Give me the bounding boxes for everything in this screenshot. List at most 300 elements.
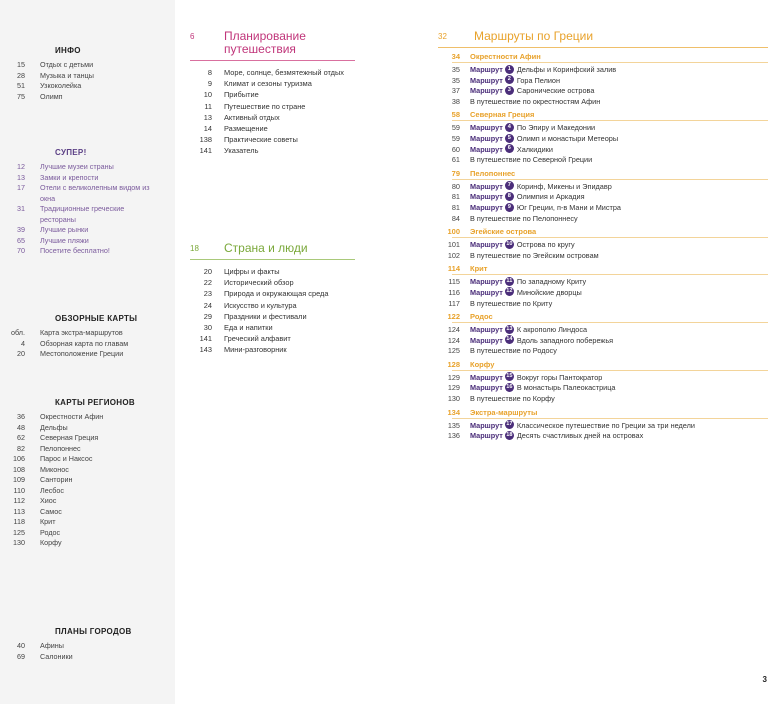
sidebar-item-label: Самос	[40, 506, 62, 516]
route-entry-page: 124	[447, 325, 460, 335]
route-entry-page: 80	[451, 181, 460, 191]
route-section-header[interactable]	[438, 360, 768, 370]
route-number-badge: 6	[505, 144, 514, 153]
route-entry-label: В путешествие по Эгейским островам	[470, 250, 599, 260]
sidebar-item-label: Местоположение Греции	[40, 349, 124, 358]
route-entry[interactable]	[438, 65, 768, 76]
country-list	[190, 266, 355, 356]
route-number-badge: 10	[506, 240, 513, 247]
route-entry[interactable]	[438, 97, 768, 108]
route-entry-page: 115	[448, 277, 460, 287]
toc-entry[interactable]	[190, 266, 355, 277]
route-entry-page: 129	[447, 372, 460, 382]
routes-page: 32	[438, 32, 447, 41]
sidebar-item-label: Лесбос	[40, 485, 65, 495]
route-entry[interactable]	[438, 134, 768, 145]
toc-entry-page: 138	[199, 135, 212, 145]
route-section-page: 114	[447, 264, 460, 274]
route-entry[interactable]	[438, 182, 768, 193]
sidebar-item-label: Лучшие музеи страны	[40, 162, 114, 171]
routes-list	[438, 52, 768, 442]
sidebar-cities	[0, 625, 175, 662]
route-entry-page: 37	[451, 86, 460, 96]
toc-entry-label: Мини-разговорник	[224, 345, 287, 355]
route-section-rule	[452, 237, 768, 238]
route-entry-page: 116	[448, 287, 460, 297]
sidebar-item-label: Традиционные греческие рестораны	[40, 204, 125, 224]
route-section-header[interactable]	[438, 52, 768, 62]
route-entry-content	[470, 288, 582, 299]
sidebar-item[interactable]	[0, 423, 175, 434]
sidebar	[0, 0, 175, 704]
sidebar-item-page: 36	[17, 412, 25, 421]
sidebar-item-page: 125	[13, 527, 25, 537]
planning-page: 6	[190, 32, 195, 41]
sidebar-super-list	[0, 162, 175, 257]
route-label: Маршрут	[470, 420, 503, 430]
sidebar-info-list	[0, 60, 175, 102]
sidebar-item-label: Родос	[40, 527, 61, 537]
sidebar-item-page: 13	[17, 172, 25, 182]
route-entry-label: В монастырь Палеокастрица	[516, 383, 616, 393]
route-label: Маршрут	[470, 240, 503, 250]
sidebar-item[interactable]	[0, 444, 175, 455]
toc-entry-label: Море, солнце, безмятежный отдых	[224, 68, 344, 77]
toc-entry-page: 22	[203, 278, 212, 288]
route-entry-page: 136	[447, 431, 460, 441]
planning-section	[190, 30, 355, 157]
sidebar-item[interactable]	[0, 433, 175, 444]
route-number-badge: 14	[506, 336, 513, 343]
sidebar-item-page: 82	[17, 443, 25, 453]
route-section-rule	[452, 179, 768, 180]
toc-entry-label: Греческий алфавит	[224, 334, 291, 344]
route-label: Маршрут	[470, 335, 503, 345]
sidebar-item-label: Обзорная карта по главам	[40, 338, 129, 348]
route-entry-content	[470, 134, 618, 145]
sidebar-item[interactable]	[0, 236, 175, 247]
sidebar-item[interactable]	[0, 339, 175, 350]
route-entry[interactable]	[438, 325, 768, 336]
sidebar-item-page: 69	[17, 651, 25, 661]
sidebar-item-page: обл.	[11, 328, 25, 337]
toc-entry-label: Активный отдых	[224, 112, 280, 122]
routes-section	[438, 30, 768, 442]
route-entry[interactable]	[438, 86, 768, 97]
sidebar-item[interactable]	[0, 71, 175, 82]
route-entry-page: 59	[451, 133, 460, 143]
sidebar-item-label: Узкоколейка	[40, 81, 82, 90]
route-section-header[interactable]	[438, 264, 768, 274]
toc-entry[interactable]	[190, 277, 355, 288]
sidebar-item-label: Лучшие пляжи	[40, 235, 89, 245]
route-label: Маршрут	[470, 144, 503, 154]
sidebar-item-page: 12	[17, 162, 25, 171]
country-rule	[190, 259, 355, 260]
route-entry[interactable]	[438, 373, 768, 384]
sidebar-item-label: Музыка и танцы	[40, 70, 94, 80]
route-entry-page: 130	[447, 394, 460, 404]
sidebar-item-page: 4	[21, 338, 25, 348]
toc-entry[interactable]	[190, 344, 355, 355]
route-section-title: Экстра-маршруты	[470, 407, 538, 417]
sidebar-item-label: Олимп	[40, 91, 63, 101]
sidebar-item-label: Пелопоннес	[40, 443, 81, 453]
route-entry-page: 117	[448, 298, 460, 308]
route-entry[interactable]	[438, 288, 768, 299]
route-entry-page: 81	[451, 192, 460, 202]
route-entry-content	[470, 155, 592, 166]
sidebar-item-page: 130	[13, 538, 25, 547]
route-section-title: Корфу	[470, 359, 495, 369]
route-section-header[interactable]	[438, 169, 768, 179]
sidebar-regions	[0, 396, 175, 549]
sidebar-item-label: Отдых с детьми	[40, 60, 94, 69]
route-label: Маршрут	[470, 65, 503, 74]
route-entry[interactable]	[438, 394, 768, 405]
route-section-title: Родос	[470, 312, 493, 322]
route-entry-label: Вдоль западного побережья	[516, 335, 614, 345]
route-label: Маршрут	[470, 277, 503, 287]
route-entry-content	[470, 240, 575, 251]
sidebar-item-page: 62	[17, 433, 25, 442]
sidebar-item[interactable]	[0, 246, 175, 257]
route-section-title: Окрестности Афин	[470, 52, 541, 61]
sidebar-item[interactable]	[0, 517, 175, 528]
route-number-badge: 1	[505, 65, 514, 74]
route-number-badge: 16	[506, 384, 513, 391]
sidebar-item[interactable]	[0, 225, 175, 236]
sidebar-item-label: Окрестности Афин	[40, 412, 104, 421]
toc-entry-page: 29	[203, 311, 212, 321]
toc-entry-page: 11	[204, 101, 212, 111]
planning-header	[190, 30, 355, 56]
route-entry-page: 60	[451, 144, 460, 154]
route-entry-content	[470, 383, 616, 394]
sidebar-item-page: 75	[17, 91, 25, 101]
route-entry-label: Олимпия и Аркадия	[516, 192, 585, 202]
route-entry[interactable]	[438, 383, 768, 394]
route-number-badge: 8	[505, 192, 514, 201]
route-section-page: 34	[451, 52, 460, 61]
route-label: Маршрут	[470, 181, 503, 191]
sidebar-item[interactable]	[0, 496, 175, 507]
sidebar-item-page: 106	[13, 454, 25, 463]
route-section-rule	[452, 274, 768, 275]
route-entry-label: Коринф, Микены и Эпидавр	[516, 181, 612, 191]
route-entry-page: 35	[451, 65, 460, 74]
route-entry-label: В путешествие по Криту	[470, 298, 553, 308]
toc-entry[interactable]	[190, 300, 355, 311]
route-entry-label: К акрополю Линдоса	[516, 325, 588, 335]
route-entry-label: Вокруг горы Пантократор	[516, 372, 603, 382]
route-label: Маршрут	[470, 202, 503, 212]
route-entry-page: 61	[451, 155, 460, 165]
route-entry[interactable]	[438, 123, 768, 134]
route-section-page: 134	[447, 407, 460, 417]
route-entry-page: 81	[451, 202, 460, 212]
route-entry[interactable]	[438, 431, 768, 442]
sidebar-item-page: 40	[17, 641, 25, 650]
sidebar-overview-title: ОБЗОРНЫЕ КАРТЫ	[55, 314, 138, 323]
sidebar-item-page: 110	[13, 485, 25, 495]
sidebar-item[interactable]	[0, 486, 175, 497]
toc-entry[interactable]	[190, 311, 355, 322]
sidebar-item[interactable]	[0, 92, 175, 103]
route-entry-label: Саронические острова	[516, 86, 595, 96]
route-entry-label: Минойские дворцы	[516, 287, 582, 297]
route-entry[interactable]	[438, 192, 768, 203]
route-entry[interactable]	[438, 251, 768, 262]
route-entry[interactable]	[438, 336, 768, 347]
toc-entry-page: 143	[199, 345, 212, 355]
route-section-title: Пелопоннес	[470, 168, 516, 178]
route-number-badge: 18	[506, 431, 513, 438]
sidebar-item[interactable]	[0, 162, 175, 173]
route-entry-content	[470, 86, 594, 97]
sidebar-regions-title: КАРТЫ РЕГИОНОВ	[55, 398, 135, 407]
toc-entry-page: 9	[207, 79, 212, 89]
sidebar-item[interactable]	[0, 412, 175, 423]
route-section-page: 79	[451, 168, 460, 178]
sidebar-info	[0, 44, 175, 102]
route-number-badge: 7	[505, 181, 514, 190]
sidebar-item[interactable]	[0, 349, 175, 360]
page-number: 3	[762, 675, 767, 684]
sidebar-item-label: Замки и крепости	[40, 172, 99, 182]
sidebar-item-page: 39	[17, 225, 25, 234]
route-entry-label: Халкидики	[516, 144, 553, 154]
sidebar-item-page: 112	[13, 496, 25, 505]
sidebar-item-label: Посетите бесплатно!	[40, 246, 110, 255]
sidebar-item-label: Карта экстра-маршрутов	[40, 328, 123, 337]
route-label: Маршрут	[470, 192, 503, 202]
sidebar-item[interactable]	[0, 204, 175, 225]
toc-entry-page: 23	[203, 289, 212, 299]
sidebar-item-page: 109	[13, 475, 25, 484]
sidebar-item-label: Корфу	[40, 538, 62, 547]
route-entry-label: Классическое путешествие по Греции за три недели	[516, 420, 695, 430]
toc-entry-label: Цифры и факты	[224, 267, 280, 276]
sidebar-item[interactable]	[0, 475, 175, 486]
route-label: Маршрут	[470, 383, 503, 393]
country-header	[190, 242, 355, 255]
route-entry-content	[470, 251, 599, 262]
route-entry-content	[470, 277, 586, 288]
route-entry-label: В путешествие по Корфу	[470, 394, 555, 404]
route-section-header[interactable]	[438, 408, 768, 418]
route-number-badge: 11	[506, 277, 513, 284]
country-title[interactable]: Страна и люди	[224, 241, 308, 255]
route-number-badge: 9	[505, 203, 514, 212]
route-number-badge: 12	[506, 288, 513, 295]
route-entry[interactable]	[438, 277, 768, 288]
route-entry-label: Олимп и монастыри Метеоры	[516, 133, 619, 143]
route-entry-content	[470, 97, 600, 108]
route-entry[interactable]	[438, 214, 768, 225]
sidebar-overview	[0, 312, 175, 360]
route-entry-content	[470, 394, 555, 405]
sidebar-item[interactable]	[0, 641, 175, 652]
planning-title-line2: путешествия	[224, 42, 296, 56]
toc-entry-label: Климат и сезоны туризма	[224, 79, 312, 89]
toc-entry-page: 20	[203, 267, 212, 276]
route-entry-label: По Эпиру и Македонии	[516, 123, 596, 133]
sidebar-item[interactable]	[0, 183, 175, 204]
route-section-header[interactable]	[438, 312, 768, 322]
country-page: 18	[190, 244, 199, 253]
route-entry-content	[470, 192, 585, 203]
sidebar-item-page: 28	[17, 70, 25, 80]
route-entry-label: Гора Пелион	[516, 75, 561, 85]
route-entry-label: В путешествие по Северной Греции	[470, 155, 593, 165]
route-entry-content	[470, 373, 602, 384]
toc-entry-label: Прибытие	[224, 90, 259, 100]
route-section-header[interactable]	[438, 227, 768, 237]
sidebar-item-page: 118	[13, 517, 25, 526]
planning-title-line1: Планирование	[224, 29, 306, 43]
sidebar-item[interactable]	[0, 454, 175, 465]
route-entry-page: 129	[447, 383, 460, 393]
sidebar-item-label: Афины	[40, 641, 64, 650]
toc-entry-label: Природа и окружающая среда	[224, 289, 329, 299]
sidebar-item[interactable]	[0, 60, 175, 71]
toc-entry-label: Практические советы	[224, 135, 298, 145]
route-number-badge: 2	[505, 75, 514, 84]
route-entry-page: 135	[447, 420, 460, 430]
toc-entry-page: 30	[203, 323, 212, 333]
toc-entry[interactable]	[190, 67, 355, 78]
route-entry[interactable]	[438, 76, 768, 87]
sidebar-item[interactable]	[0, 538, 175, 549]
sidebar-item-page: 20	[17, 349, 25, 358]
toc-entry[interactable]	[190, 322, 355, 333]
route-number-badge: 13	[506, 325, 513, 332]
toc-entry-label: Еда и напитки	[224, 323, 273, 333]
route-entry-content	[470, 65, 616, 76]
sidebar-item[interactable]	[0, 465, 175, 476]
route-label: Маршрут	[470, 325, 503, 335]
toc-entry-page: 14	[203, 124, 212, 134]
sidebar-item-page: 17	[17, 183, 25, 192]
toc-entry-label: Указатель	[224, 146, 259, 156]
route-section-rule	[452, 322, 768, 323]
sidebar-item[interactable]	[0, 528, 175, 539]
sidebar-cities-list	[0, 641, 175, 662]
route-section-page: 128	[447, 359, 460, 369]
route-entry[interactable]	[438, 145, 768, 156]
toc-entry[interactable]	[190, 134, 355, 145]
toc-entry[interactable]	[190, 145, 355, 156]
route-entry-page: 59	[451, 123, 460, 133]
route-entry[interactable]	[438, 421, 768, 432]
sidebar-item[interactable]	[0, 328, 175, 339]
toc-entry[interactable]	[190, 89, 355, 100]
sidebar-item[interactable]	[0, 81, 175, 92]
route-entry-content	[470, 431, 643, 442]
route-entry-page: 124	[447, 335, 460, 345]
toc-entry[interactable]	[190, 112, 355, 123]
route-entry-content	[470, 336, 613, 347]
toc-entry-page: 24	[203, 300, 212, 310]
toc-entry-page: 141	[199, 334, 212, 344]
planning-rule	[190, 60, 355, 61]
route-entry-page: 35	[451, 75, 460, 85]
toc-entry-page: 141	[199, 146, 212, 156]
route-section-rule	[452, 62, 768, 63]
route-section-title: Северная Греция	[470, 110, 535, 120]
country-section	[190, 242, 355, 356]
toc-entry-label: Искусство и культура	[224, 300, 297, 310]
route-label: Маршрут	[470, 287, 503, 297]
sidebar-item-label: Хиос	[40, 496, 57, 505]
sidebar-item-label: Миконос	[40, 464, 69, 474]
toc-entry[interactable]	[190, 333, 355, 344]
route-entry[interactable]	[438, 203, 768, 214]
sidebar-item-label: Лучшие рынки	[40, 225, 89, 234]
sidebar-item-page: 65	[17, 235, 25, 245]
route-number-badge: 15	[506, 373, 513, 380]
route-section-page: 122	[447, 312, 460, 322]
route-section-page: 58	[451, 110, 460, 120]
route-entry[interactable]	[438, 299, 768, 310]
sidebar-item-page: 70	[17, 246, 25, 255]
route-number-badge: 4	[505, 123, 514, 132]
toc-entry[interactable]	[190, 288, 355, 299]
route-entry-label: Острова по кругу	[516, 240, 575, 250]
sidebar-item[interactable]	[0, 173, 175, 184]
route-label: Маршрут	[470, 431, 503, 441]
route-label: Маршрут	[470, 133, 503, 143]
toc-entry[interactable]	[190, 123, 355, 134]
sidebar-item-label: Санторин	[40, 475, 73, 484]
planning-list	[190, 67, 355, 157]
route-entry[interactable]	[438, 240, 768, 251]
route-label: Маршрут	[470, 86, 503, 96]
sidebar-item-label: Крит	[40, 517, 56, 526]
route-entry-label: Юг Греции, п-в Мани и Мистра	[516, 202, 621, 212]
toc-entry-page: 13	[203, 112, 212, 122]
sidebar-item[interactable]	[0, 652, 175, 663]
route-entry-label: В путешествие по Пелопоннесу	[470, 213, 578, 223]
planning-title[interactable]	[224, 30, 306, 56]
toc-entry-page: 8	[207, 68, 212, 77]
routes-rule	[438, 47, 768, 48]
sidebar-item-page: 31	[17, 204, 25, 213]
toc-entry[interactable]	[190, 101, 355, 112]
route-entry-label: По западному Криту	[516, 277, 587, 287]
route-entry[interactable]	[438, 155, 768, 166]
routes-title[interactable]: Маршруты по Греции	[474, 29, 594, 43]
sidebar-cities-title: ПЛАНЫ ГОРОДОВ	[55, 627, 132, 636]
toc-entry-label: Путешествие по стране	[224, 101, 306, 111]
toc-entry[interactable]	[190, 78, 355, 89]
routes-header	[438, 30, 768, 43]
route-label: Маршрут	[470, 372, 503, 382]
route-entry[interactable]	[438, 346, 768, 357]
sidebar-overview-list	[0, 328, 175, 360]
sidebar-item-page: 51	[17, 81, 25, 90]
sidebar-item-page: 113	[13, 506, 25, 516]
route-number-badge: 5	[505, 134, 514, 143]
sidebar-item[interactable]	[0, 507, 175, 518]
route-entry-page: 102	[447, 250, 460, 260]
route-entry-content	[470, 421, 695, 432]
route-section-header[interactable]	[438, 110, 768, 120]
sidebar-regions-list	[0, 412, 175, 549]
route-entry-content	[470, 203, 621, 214]
route-section-page: 100	[447, 227, 460, 237]
